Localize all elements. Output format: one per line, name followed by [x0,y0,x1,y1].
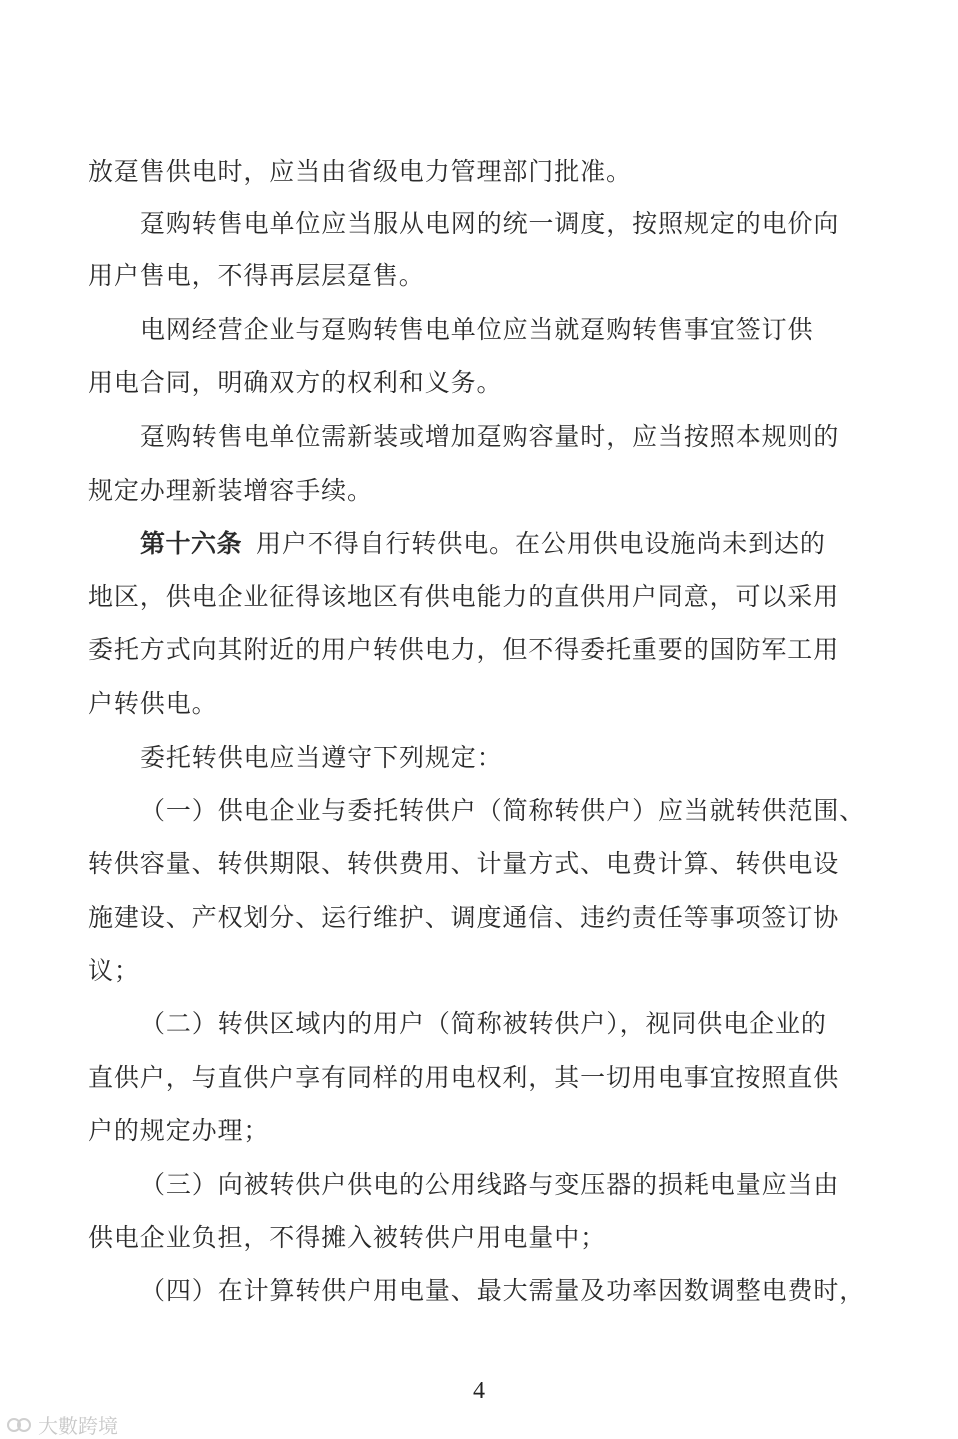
text-line: 放趸售供电时，应当由省级电力管理部门批准。 [88,157,632,186]
watermark-text: 大數跨境 [38,1414,118,1438]
text-line: 地区，供电企业征得该地区有供电能力的直供用户同意，可以采用 [88,582,840,611]
text-line: 趸购转售电单位应当服从电网的统一调度，按照规定的电价向 [140,209,840,238]
text-line: （一）供电企业与委托转供户（简称转供户）应当就转供范围、 [140,796,866,825]
article-line [140,528,826,560]
text-line: 用户售电，不得再层层趸售。 [88,261,425,290]
text-line: 委托方式向其附近的用户转供电力，但不得委托重要的国防军工用 [88,635,840,664]
text-line: 议； [88,956,140,985]
text-line: （二）转供区域内的用户（简称被转供户），视同供电企业的 [140,1009,827,1038]
text-line: （四）在计算转供户用电量、最大需量及功率因数调整电费时， [140,1276,866,1305]
text-segment: 用户不得自行转供电。在公用供电设施尚未到达的 [256,529,826,558]
text-line: 户转供电。 [88,689,218,718]
article-heading: 第十六条 [140,529,243,558]
text-line: 用电合同，明确双方的权利和义务。 [88,368,503,397]
text-line: 户的规定办理； [88,1116,270,1145]
text-line: 直供户，与直供户享有同样的用电权利，其一切用电事宜按照直供 [88,1063,840,1092]
text-line: 电网经营企业与趸购转售电单位应当就趸购转售事宜签订供 [140,315,814,344]
text-line: 委托转供电应当遵守下列规定： [140,743,503,772]
text-line: 规定办理新装增容手续。 [88,476,373,505]
text-line: 施建设、产权划分、运行维护、调度通信、违约责任等事项签订协 [88,903,840,932]
text-line: 供电企业负担，不得摊入被转供户用电量中； [88,1223,607,1252]
text-line: 趸购转售电单位需新装或增加趸购容量时，应当按照本规则的 [140,422,840,451]
text-line: （三）向被转供户供电的公用线路与变压器的损耗电量应当由 [140,1170,840,1199]
watermark [6,1410,118,1439]
page-number: 4 [473,1378,485,1404]
watermark-logo-icon [6,1414,34,1436]
text-line: 转供容量、转供期限、转供费用、计量方式、电费计算、转供电设 [88,849,840,878]
